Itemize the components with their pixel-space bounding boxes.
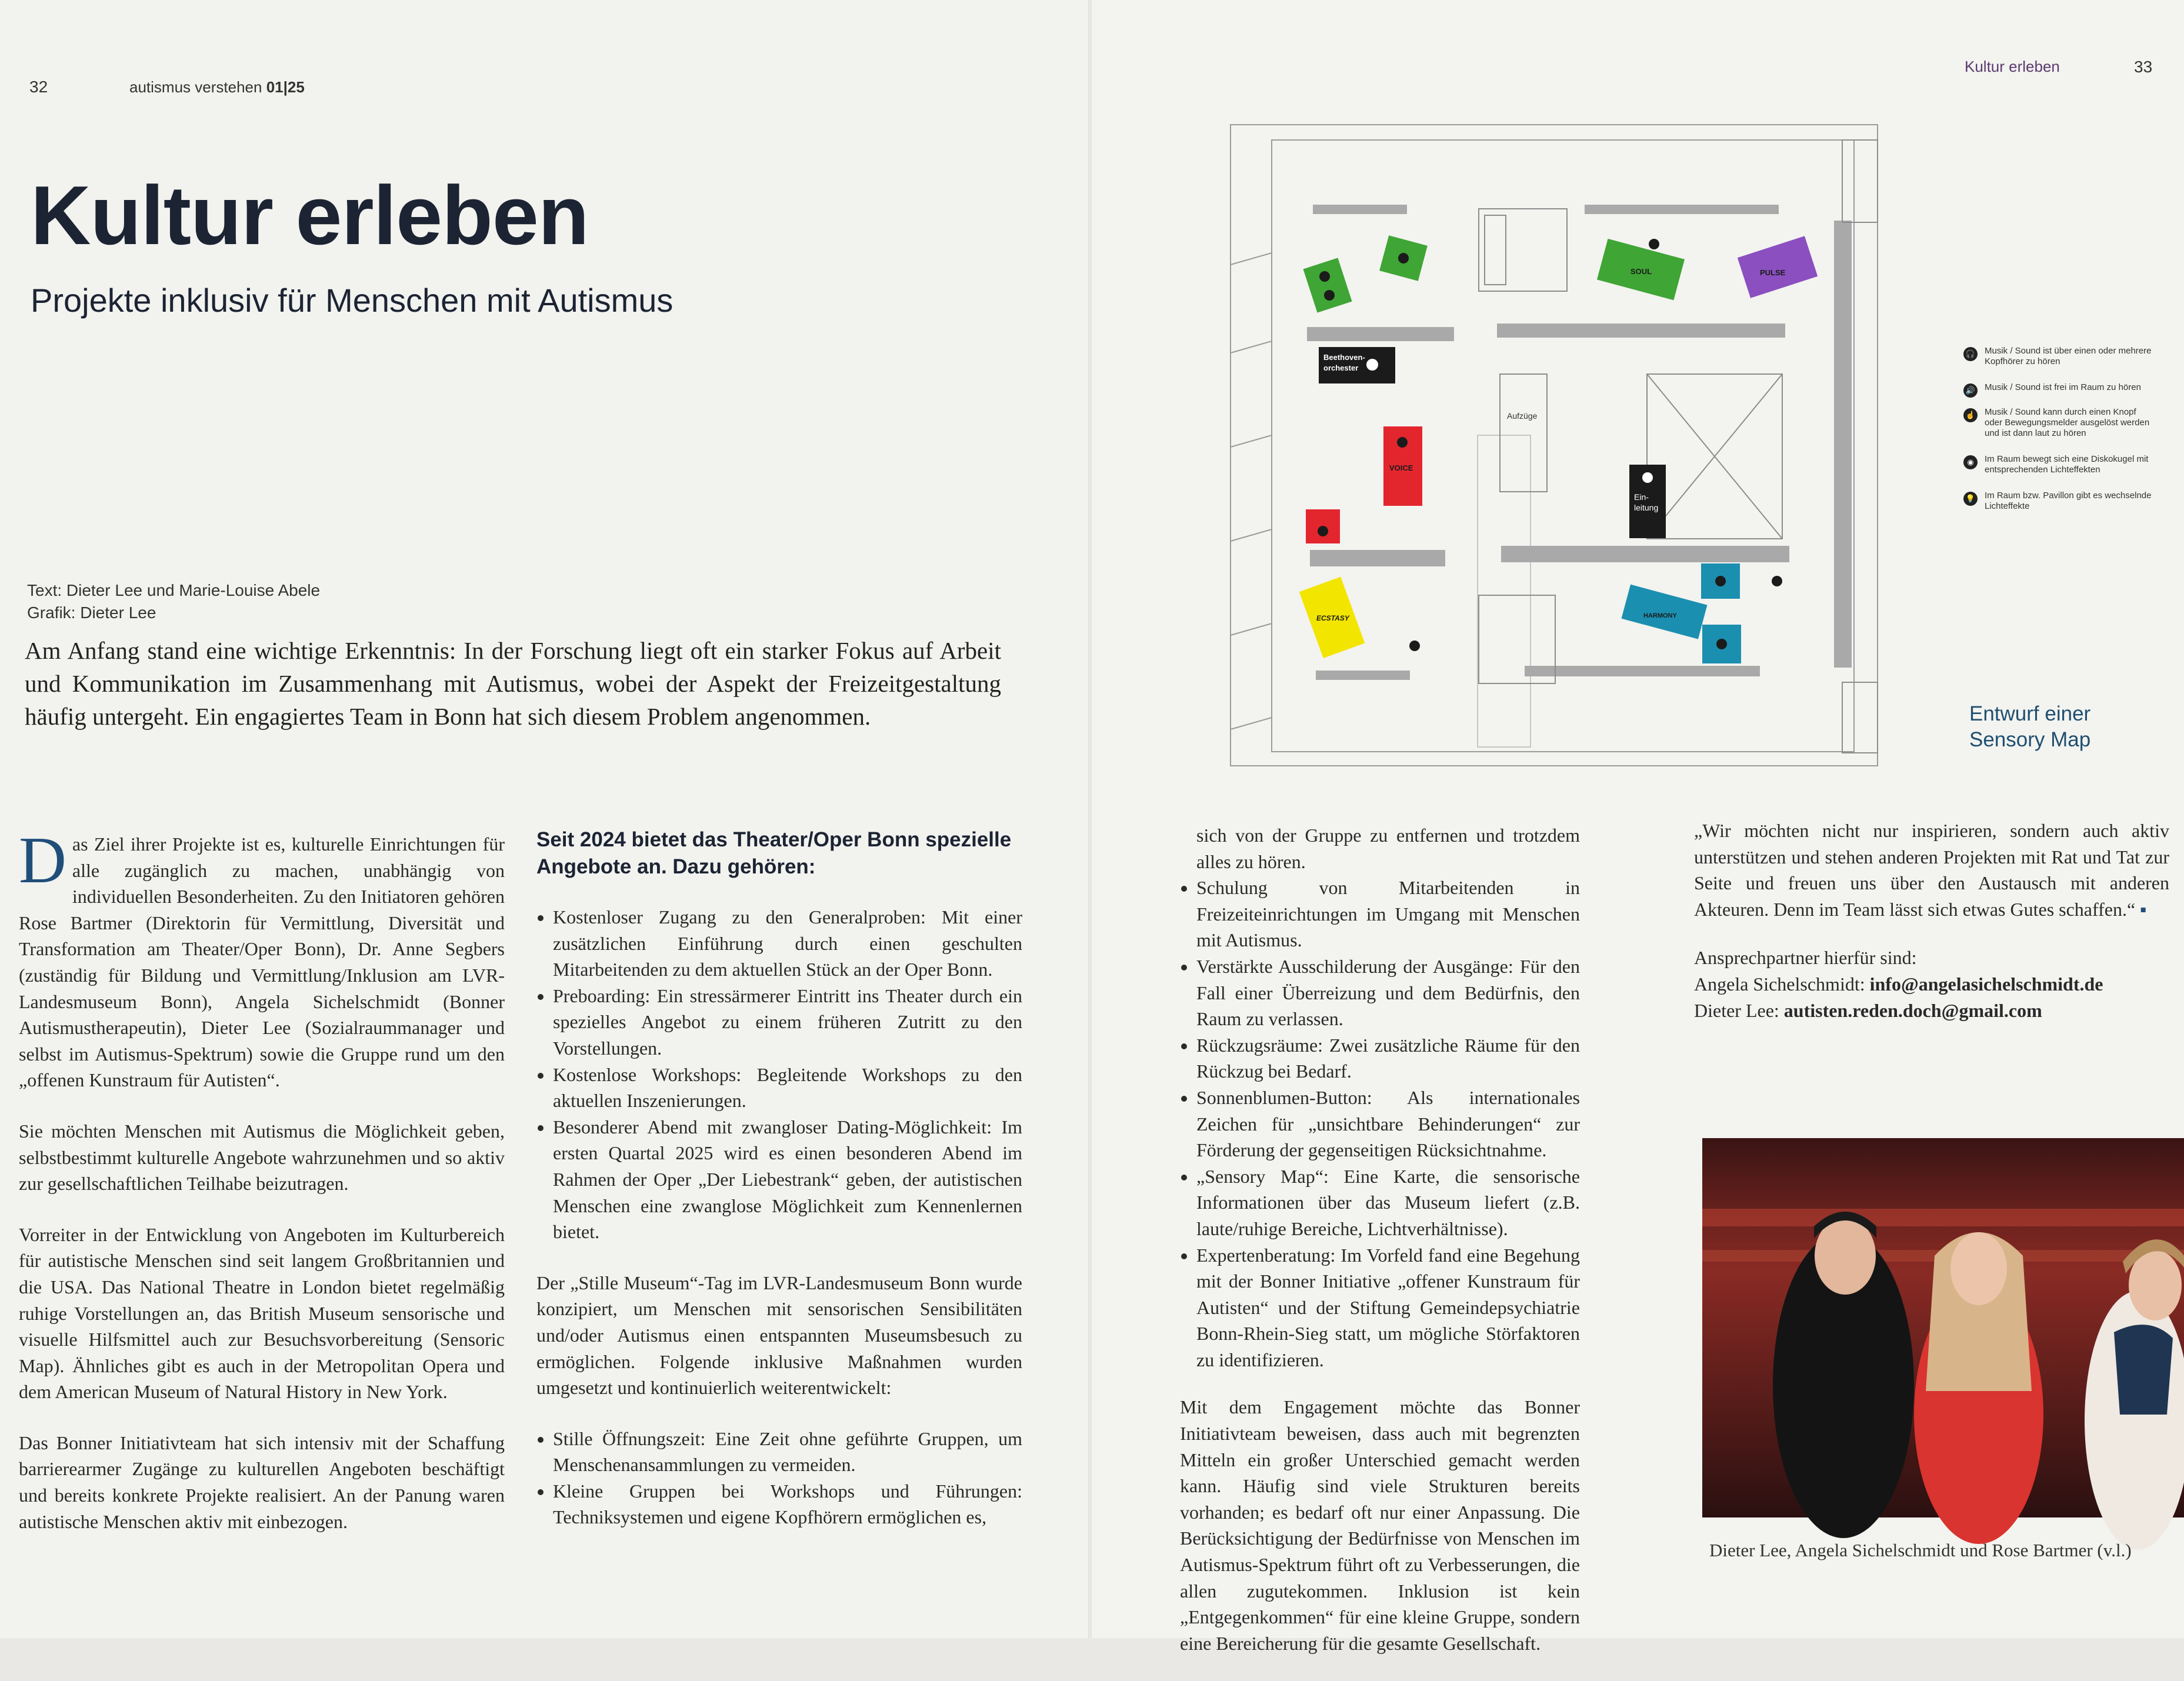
- map-rooms: [1479, 140, 1878, 753]
- museum-measures-list-continued: [1180, 875, 1580, 1373]
- column-1: [19, 824, 505, 1559]
- map-exhibits: [1299, 235, 1818, 663]
- contact-email-link[interactable]: info@angelasichelschmidt.de: [1869, 973, 2103, 995]
- page-number-left: 32: [29, 78, 48, 96]
- page-number-right: 33: [2134, 58, 2153, 76]
- quote-paragraph: [1694, 818, 2169, 922]
- lead-paragraph: Am Anfang stand eine wichtige Erkenntnis: In der Forschung liegt oft ein starker Fokus auf Arbeit und Kommunikation im Zusammenhang mit Autismus, wobei der Aspekt der Freizeitgestaltung häufig untergeht. Ein engagiertes Team in Bonn hat sich diesem Problem angenommen.: [25, 637, 1001, 730]
- text-credit: Text: Dieter Lee und Marie-Louise Abele: [27, 581, 321, 599]
- col1-paragraph-2: Sie möchten Menschen mit Autismus die Möglichkeit geben, selbstbestimmt kulturelle Angebote wahrzunehmen und so aktiv zur gesellschaftlichen Teilhabe beizutragen.: [19, 1120, 505, 1195]
- list-item: • Sonnenblumen-Button: Als internationales Zeichen für „unsichtbare Behinderungen“ zur Förderung der gegenseitigen Rücksichtnahme.: [1196, 1085, 1580, 1163]
- graphic-credit: Grafik: Dieter Lee: [27, 603, 156, 622]
- legend-text: Musik / Sound ist über einen oder mehrere Kopfhörer zu hören: [1985, 346, 2152, 366]
- col2-heading: Seit 2024 bietet das Theater/Oper Bonn spezielle Angebote an. Dazu gehören:: [536, 828, 1012, 878]
- map-label-einleitung: Ein-leitung: [1634, 492, 1659, 512]
- hand-pointer-icon: ☝: [1963, 408, 1978, 422]
- column-2: [536, 826, 1022, 1555]
- theater-offers-list: [536, 904, 1022, 1245]
- map-legend: [1963, 346, 2163, 522]
- col1-paragraph-1-text: as Ziel ihrer Projekte ist es, kulturelle Einrichtungen für alle zugänglich zu machen, unabhängig von individuellen Besonderheiten. Zu den Initiatoren gehören Rose Bartmer (Direktorin für Vermittlung, Diversität und Transformation am Theater/Oper Bonn), Dr. Anne Segbers (zuständig für Bildung und Vermittlung/Inklusion am LVR-Landesmuseum Bonn), Angela Sichelschmidt (Bonner Autismustherapeutin), Dieter Lee (Sozialraummanager und selbst im Autismus-Spektrum) sowie die Gruppe rund um den „offenen Kunstraum für Autisten“.: [19, 833, 505, 1091]
- legend-text: Musik / Sound kann durch einen Knopf oder Bewegungsmelder ausgelöst werden und ist dann laut zu hören: [1985, 407, 2150, 438]
- column-3: [1180, 822, 1580, 1681]
- contact-row: [1694, 971, 2169, 998]
- left-page: [0, 0, 1088, 1638]
- contact-heading: Ansprechpartner hierfür sind:: [1694, 947, 1917, 969]
- contact-name: Dieter Lee:: [1694, 999, 1779, 1021]
- legend-text: Musik / Sound ist frei im Raum zu hören: [1985, 382, 2141, 392]
- list-item: • Besonderer Abend mit zwangloser Dating-Möglichkeit: Im ersten Quartal 2025 wird es einen besonderen Abend im Rahmen der Oper „Der Liebestrank“ geben, der autistischen Menschen eine zwanglose Möglichkeit zum Kennenlernen bietet.: [553, 1114, 1022, 1245]
- magazine-name: autismus verstehen: [129, 78, 262, 96]
- running-head-right: Kultur erleben: [1965, 58, 2060, 75]
- col1-paragraph-4: Das Bonner Initiativteam hat sich intensiv mit der Schaffung barrierearmer Zugänge zu kulturellen Angeboten beschäftigt und bereits konkrete Projekte realisiert. An der Panung waren autistische Menschen aktiv mit einbezogen.: [19, 1432, 505, 1532]
- map-label-soul: SOUL: [1631, 267, 1652, 276]
- map-label-voice: VOICE: [1389, 463, 1413, 472]
- col2-paragraph-1: Der „Stille Museum“-Tag im LVR-Landesmuseum Bonn wurde konzipiert, um Menschen mit sensorischen Sensibilitäten und/oder Autismus einen entspannten Museumsbesuch zu ermöglichen. Folgende inklusive Maßnahmen wurden umgesetzt und kontinuierlich weiterentwickelt:: [536, 1272, 1022, 1399]
- col1-paragraph-1: [19, 824, 505, 1093]
- map-label-aufzuege: Aufzüge: [1507, 411, 1538, 421]
- sensory-map: [1225, 118, 1889, 771]
- list-item: • „Sensory Map“: Eine Karte, die sensorische Informationen über das Museum liefert (z.B. laute/ruhige Bereiche, Lichtverhältnisse).: [1196, 1163, 1580, 1242]
- disco-ball-icon: ◉: [1963, 455, 1978, 469]
- photo-caption: Dieter Lee, Angela Sichelschmidt und Rose Bartmer (v.l.): [1709, 1540, 2132, 1560]
- running-head-left: [129, 78, 305, 96]
- legend-text: Im Raum bewegt sich eine Diskokugel mit entsprechenden Lichteffekten: [1985, 454, 2149, 475]
- list-item: • Rückzugsräume: Zwei zusätzliche Räume für den Rückzug bei Bedarf.: [1196, 1032, 1580, 1085]
- team-photo-image: [1702, 1138, 2184, 1517]
- contact-row: [1694, 998, 2169, 1024]
- article-subtitle: Projekte inklusiv für Menschen mit Autismus: [31, 282, 673, 319]
- list-item: • Preboarding: Ein stressärmerer Eintritt ins Theater durch ein spezielles Angebot zu einem früheren Zutritt zu den Vorstellungen.: [553, 983, 1022, 1062]
- column-4: [1694, 818, 2169, 1023]
- map-caption: Entwurf einer Sensory Map: [1969, 702, 2091, 751]
- col3-continuation: sich von der Gruppe zu entfernen und trotzdem alles zu hören.: [1196, 825, 1580, 872]
- article-credits: [27, 579, 320, 624]
- map-label-beethoven: Beethoven-orchester: [1323, 353, 1365, 372]
- quote-text: „Wir möchten nicht nur inspirieren, sondern auch aktiv unterstützen und stehen anderen Projekten mit Rat und Tat zur Seite und freuen uns über den Austausch mit anderen Akteuren. Denn im Team lässt sich etwas Gutes schaffen.“: [1694, 820, 2169, 920]
- article-title: Kultur erleben: [31, 169, 589, 262]
- map-label-ecstasy: ECSTASY: [1316, 614, 1349, 622]
- legend-text: Im Raum bzw. Pavillon gibt es wechselnde Lichteffekte: [1985, 491, 2152, 511]
- list-item: • Verstärkte Ausschilderung der Ausgänge: Für den Fall einer Überreizung und dem Bedürfnis, den Raum zu verlassen.: [1196, 953, 1580, 1032]
- col3-paragraph-1: Mit dem Engagement möchte das Bonner Initiativteam beweisen, dass auch mit begrenzten Mitteln ein großer Unterschied gemacht werden kann. Häufig sind viele Strukturen bereits vorhanden; es bedarf oft nur einer Anpassung. Die Berücksichtigung der Bedürfnisse von Menschen im Autismus-Spektrum führt oft zu Verbesserungen, die allen zugutekommen. Inklusion ist kein „Entgegenkommen“ für eine kleine Gruppe, sondern eine Bereicherung für die gesamte Gesellschaft.: [1180, 1396, 1580, 1654]
- headphones-icon: 🎧: [1963, 347, 1978, 361]
- list-item: • Kostenlose Workshops: Begleitende Workshops zu den aktuellen Inszenierungen.: [553, 1062, 1022, 1114]
- list-item: • Schulung von Mitarbeitenden in Freizeiteinrichtungen im Umgang mit Menschen mit Autismus.: [1196, 875, 1580, 953]
- speaker-icon: 🔊: [1963, 383, 1978, 398]
- map-label-pulse: PULSE: [1760, 268, 1786, 277]
- list-item: • Kleine Gruppen bei Workshops und Führungen: Techniksystemen und eigene Kopfhörern ermöglichen es,: [553, 1478, 1022, 1530]
- team-photo: [1702, 1138, 2184, 1517]
- list-item: • Expertenberatung: Im Vorfeld fand eine Begehung mit der Bonner Initiative „offener Kunstraum für Autisten“ und der Stiftung Gemeindepsychiatrie Bonn-Rhein-Sieg statt, um mögliche Störfaktoren zu identifizieren.: [1196, 1242, 1580, 1373]
- list-item: • Stille Öffnungszeit: Eine Zeit ohne geführte Gruppen, um Menschenansammlungen zu vermeiden.: [553, 1426, 1022, 1478]
- map-label-harmony: HARMONY: [1643, 612, 1677, 619]
- contact-block: [1694, 945, 2169, 1023]
- drop-cap: D: [19, 824, 66, 897]
- contact-name: Angela Sichelschmidt:: [1694, 973, 1865, 995]
- bulb-icon: 💡: [1963, 492, 1978, 506]
- col1-paragraph-3: Vorreiter in der Entwicklung von Angeboten im Kulturbereich für autistische Menschen sind seit langem Großbritannien und die USA. Das National Theatre in London bietet regelmäßig ruhige Vorstellungen an, das British Museum sensorische und visuelle Hilfsmittel auch zur Besuchsvorbereitung (Sensoric Map). Ähnliches gibt es auch in der Metropolitan Opera und dem American Museum of Natural History in New York.: [19, 1223, 505, 1403]
- end-mark: ▪: [2140, 898, 2147, 920]
- museum-measures-list: [536, 1426, 1022, 1530]
- issue-number: 01|25: [266, 78, 305, 96]
- contact-email-link[interactable]: autisten.reden.doch@gmail.com: [1783, 999, 2042, 1021]
- right-page: [1092, 0, 2184, 1654]
- list-item: • Kostenloser Zugang zu den Generalproben: Mit einer zusätzlichen Einführung durch einen geschulten Mitarbeitenden zu dem aktuellen Stück an der Oper Bonn.: [553, 904, 1022, 983]
